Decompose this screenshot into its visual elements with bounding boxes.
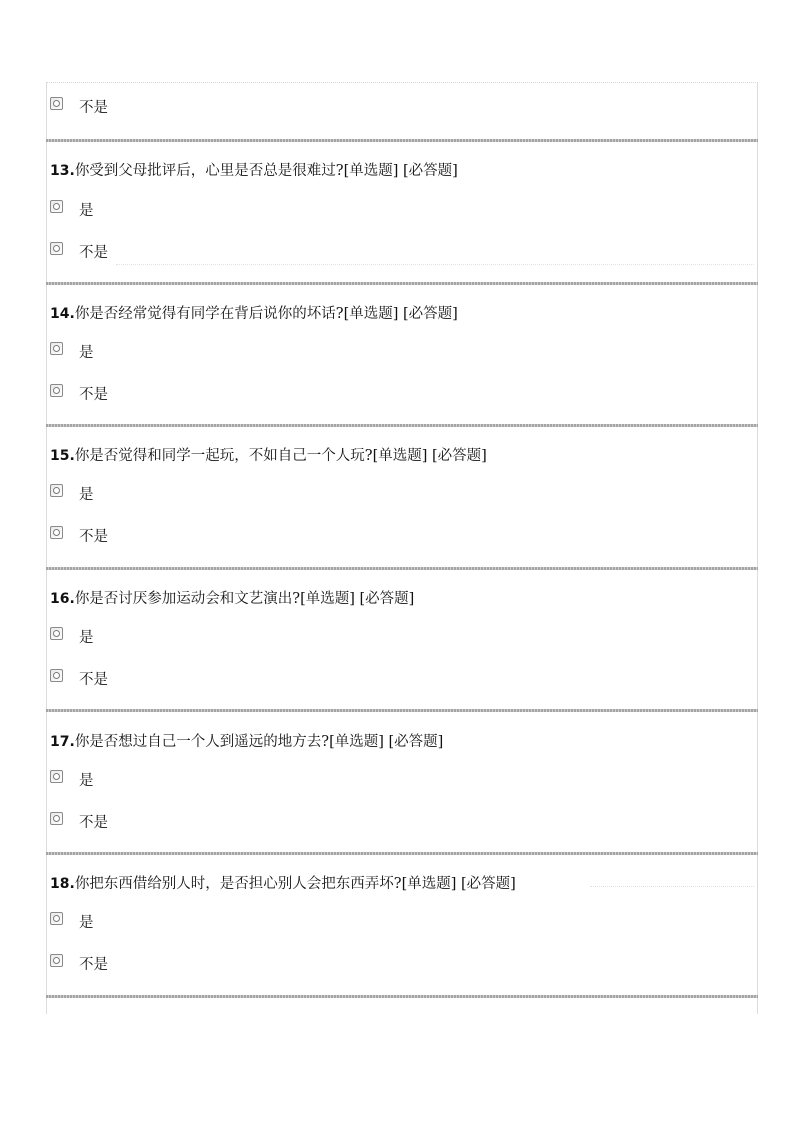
q18-option-yes[interactable] (50, 911, 94, 931)
q14-option-no[interactable] (50, 383, 108, 403)
question-15-title (50, 446, 487, 466)
question-text: 你是否想过自己一个人到遥远的地方去? (74, 734, 330, 750)
question-number: 14. (50, 306, 75, 322)
option-label: 是 (79, 629, 94, 646)
radio-icon[interactable] (50, 200, 63, 213)
question-16-title (50, 589, 414, 609)
question-tags: [单选题] [必答题] (343, 163, 458, 179)
question-separator (46, 139, 758, 142)
question-separator (46, 852, 758, 855)
radio-icon[interactable] (50, 97, 63, 110)
q13-option-yes[interactable] (50, 199, 94, 219)
radio-icon[interactable] (50, 812, 63, 825)
q16-option-yes[interactable] (50, 626, 94, 646)
option-label: 是 (79, 914, 94, 931)
q15-option-no[interactable] (50, 525, 108, 545)
question-tags: [单选题] [必答题] (300, 591, 415, 607)
question-number: 18. (50, 876, 75, 892)
question-18-title (50, 874, 516, 894)
faint-divider (116, 264, 754, 265)
question-text: 你是否觉得和同学一起玩，不如自己一个人玩? (74, 448, 373, 464)
radio-icon[interactable] (50, 954, 63, 967)
question-number: 16. (50, 591, 75, 607)
option-label: 不是 (79, 671, 108, 688)
question-tags: [单选题] [必答题] (401, 876, 516, 892)
q14-option-yes[interactable] (50, 341, 94, 361)
question-number: 13. (50, 163, 75, 179)
radio-icon[interactable] (50, 242, 63, 255)
option-label: 是 (79, 344, 94, 361)
q18-option-no[interactable] (50, 953, 108, 973)
q13-option-no[interactable] (50, 241, 108, 261)
question-tags: [单选题] [必答题] (372, 448, 487, 464)
option-label: 不是 (79, 528, 108, 545)
q15-option-yes[interactable] (50, 483, 94, 503)
radio-icon[interactable] (50, 484, 63, 497)
q12-option-no[interactable] (50, 96, 108, 116)
q16-option-no[interactable] (50, 668, 108, 688)
question-tags: [单选题] [必答题] (329, 734, 444, 750)
q17-option-no[interactable] (50, 811, 108, 831)
question-separator (46, 995, 758, 998)
question-separator (46, 282, 758, 285)
question-number: 15. (50, 448, 75, 464)
top-divider (46, 82, 758, 83)
question-text: 你把东西借给别人时，是否担心别人会把东西弄坏? (74, 876, 402, 892)
question-13-title (50, 161, 458, 181)
radio-icon[interactable] (50, 342, 63, 355)
radio-icon[interactable] (50, 627, 63, 640)
option-label: 不是 (79, 814, 108, 831)
radio-icon[interactable] (50, 770, 63, 783)
question-text: 你是否经常觉得有同学在背后说你的坏话? (74, 306, 344, 322)
question-tags: [单选题] [必答题] (343, 306, 458, 322)
question-separator (46, 709, 758, 712)
question-separator (46, 567, 758, 570)
option-label: 不是 (79, 99, 108, 116)
question-number: 17. (50, 734, 75, 750)
option-label: 不是 (79, 244, 108, 261)
question-17-title (50, 732, 443, 752)
q17-option-yes[interactable] (50, 769, 94, 789)
faint-divider (590, 886, 754, 887)
radio-icon[interactable] (50, 669, 63, 682)
radio-icon[interactable] (50, 912, 63, 925)
question-separator (46, 424, 758, 427)
question-14-title (50, 304, 458, 324)
question-text: 你受到父母批评后，心里是否总是很难过? (74, 163, 344, 179)
radio-icon[interactable] (50, 526, 63, 539)
option-label: 不是 (79, 956, 108, 973)
radio-icon[interactable] (50, 384, 63, 397)
option-label: 是 (79, 772, 94, 789)
question-text: 你是否讨厌参加运动会和文艺演出? (74, 591, 301, 607)
option-label: 不是 (79, 386, 108, 403)
option-label: 是 (79, 202, 94, 219)
option-label: 是 (79, 486, 94, 503)
